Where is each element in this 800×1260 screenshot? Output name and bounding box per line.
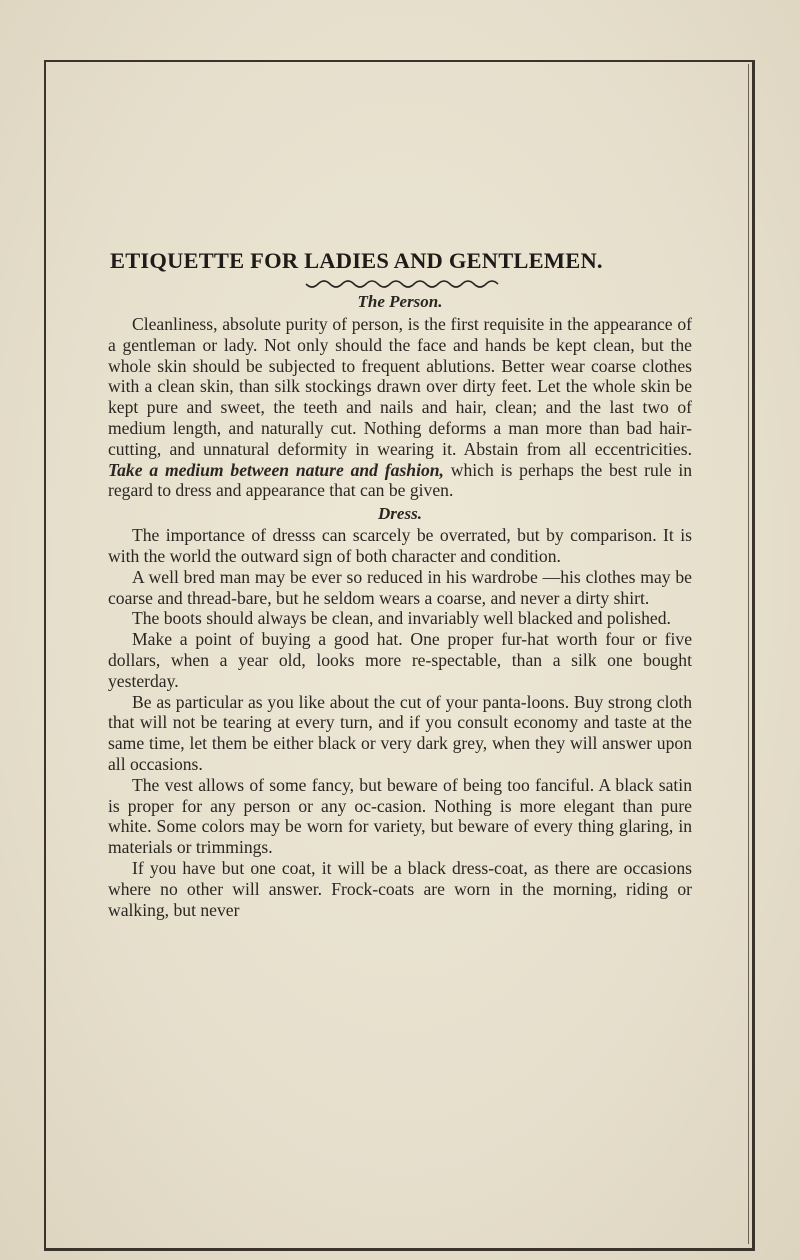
emphasis-text: Take a medium between nature and fashion, (108, 459, 444, 480)
paragraph-dress-1: The importance of dresss can scarcely be overrated, but by comparison. It is with the world the outward sign of both character and condition. (108, 525, 692, 566)
paragraph-text: which is perhaps the best rule in regard to dress and appearance that can be given. (108, 459, 693, 501)
paragraph-text: Cleanliness, absolute purity of person, is the first requisite in the appearance of a gentleman or lady. Not only should the face and hands be kept clean, but the whole skin should be subjected to frequent ablutions. Better wear coarse clothes with a clean skin, than silk stockings drawn over dirty feet. Let the whole skin be kept pure and sweet, the teeth and nails and hair, clean; and the last two of medium length, and naturally cut. Nothing deforms a man more than bad hair-cutting, and unnatural deformity in wearing it. Abstain from all eccentricities. (108, 314, 692, 459)
paragraph-person (108, 314, 692, 501)
page-content (108, 248, 692, 920)
paragraph-dress-2: A well bred man may be ever so reduced in his wardrobe —his clothes may be coarse and thread-bare, but he seldom wears a coarse, and never a dirty shirt. (108, 566, 692, 608)
paragraph-dress-4: Make a point of buying a good hat. One proper fur-hat worth four or five dollars, when a year old, looks more re-spectable, than a silk one bought yesterday. (108, 629, 692, 691)
paragraph-dress-5: Be as particular as you like about the cut of your panta-loons. Buy strong cloth that will not be tearing at every turn, and if you consult economy and taste at the same time, let them be either black or very dark grey, when they will answer upon all occasions. (108, 691, 692, 774)
section-title-person: The Person. (357, 292, 443, 311)
page-title: ETIQUETTE FOR LADIES AND GENTLEMEN. (110, 248, 603, 273)
section-title-dress: Dress. (378, 504, 422, 524)
ornamental-wave-divider (304, 280, 500, 292)
paragraph-dress-6: The vest allows of some fancy, but beware of being too fanciful. A black satin is proper for any person or any oc-casion. Nothing is more elegant than pure white. Some colors may be worn for variety, but beware of every thing glaring, in materials or trimmings. (108, 774, 692, 858)
paragraph-dress-7: If you have but one coat, it will be a black dress-coat, as there are occasions where no other will answer. Frock-coats are worn in the morning, riding or walking, but never (108, 857, 692, 920)
paragraph-dress-3: The boots should always be clean, and invariably well blacked and polished. (132, 608, 671, 629)
